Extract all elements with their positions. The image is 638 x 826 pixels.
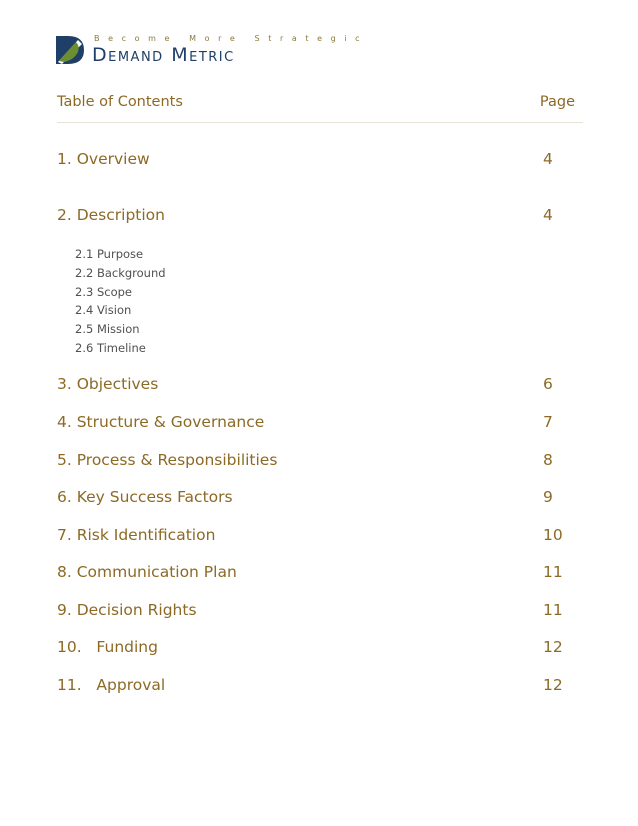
toc-entry-decision-rights[interactable] bbox=[57, 601, 577, 623]
toc-entry-label: 3. Objectives bbox=[57, 375, 159, 393]
toc-entry-page: 9 bbox=[543, 488, 553, 506]
toc-entry-communication-plan[interactable] bbox=[57, 563, 577, 585]
logo-mark-icon bbox=[56, 36, 84, 64]
toc-entry-label: 2. Description bbox=[57, 206, 165, 224]
toc-entry-process-responsibilities[interactable] bbox=[57, 451, 577, 473]
toc-entry-label: 6. Key Success Factors bbox=[57, 488, 233, 506]
toc-entry-objectives[interactable] bbox=[57, 375, 577, 397]
toc-entry-label: 9. Decision Rights bbox=[57, 601, 197, 619]
toc-entry-label: 1. Overview bbox=[57, 150, 150, 168]
logo-name: Demand Metric bbox=[92, 44, 235, 66]
toc-page-column-label: Page bbox=[539, 94, 575, 110]
toc-entry-label: 10. Funding bbox=[57, 638, 158, 656]
toc-entry-overview[interactable] bbox=[57, 150, 577, 172]
toc-entry-label: 11. Approval bbox=[57, 676, 166, 694]
toc-entry-label: 4. Structure & Governance bbox=[57, 413, 265, 431]
toc-entry-page: 12 bbox=[543, 638, 563, 656]
toc-sub-entry-timeline[interactable]: 2.6 Timeline bbox=[75, 341, 146, 355]
toc-entry-label: 5. Process & Responsibilities bbox=[57, 451, 278, 469]
toc-header bbox=[57, 94, 583, 123]
toc-entry-structure-governance[interactable] bbox=[57, 413, 577, 435]
toc-sub-entry-scope[interactable]: 2.3 Scope bbox=[75, 285, 132, 299]
toc-entry-page: 4 bbox=[543, 206, 553, 224]
toc-entry-page: 4 bbox=[543, 150, 553, 168]
toc-sub-entry-background[interactable]: 2.2 Background bbox=[75, 266, 166, 280]
demand-metric-logo bbox=[56, 30, 369, 70]
toc-entry-label: 8. Communication Plan bbox=[57, 563, 237, 581]
toc-sub-entry-mission[interactable]: 2.5 Mission bbox=[75, 322, 140, 336]
toc-entry-page: 12 bbox=[543, 676, 563, 694]
toc-entry-approval[interactable] bbox=[57, 676, 577, 698]
toc-entry-label: 7. Risk Identification bbox=[57, 526, 216, 544]
toc-entry-key-success-factors[interactable] bbox=[57, 488, 577, 510]
toc-entry-page: 10 bbox=[543, 526, 563, 544]
toc-entry-page: 11 bbox=[543, 601, 563, 619]
toc-entry-funding[interactable] bbox=[57, 638, 577, 660]
toc-entry-page: 6 bbox=[543, 375, 553, 393]
toc-sub-entry-vision[interactable]: 2.4 Vision bbox=[75, 303, 132, 317]
toc-sub-entry-purpose[interactable]: 2.1 Purpose bbox=[75, 247, 144, 261]
toc-title: Table of Contents bbox=[57, 94, 183, 110]
toc-entry-page: 11 bbox=[543, 563, 563, 581]
logo-tagline: Become More Strategic bbox=[94, 34, 369, 43]
toc-entry-page: 8 bbox=[543, 451, 553, 469]
toc-entry-page: 7 bbox=[543, 413, 553, 431]
toc-entry-risk-identification[interactable] bbox=[57, 526, 577, 548]
toc-entry-description[interactable] bbox=[57, 206, 577, 228]
